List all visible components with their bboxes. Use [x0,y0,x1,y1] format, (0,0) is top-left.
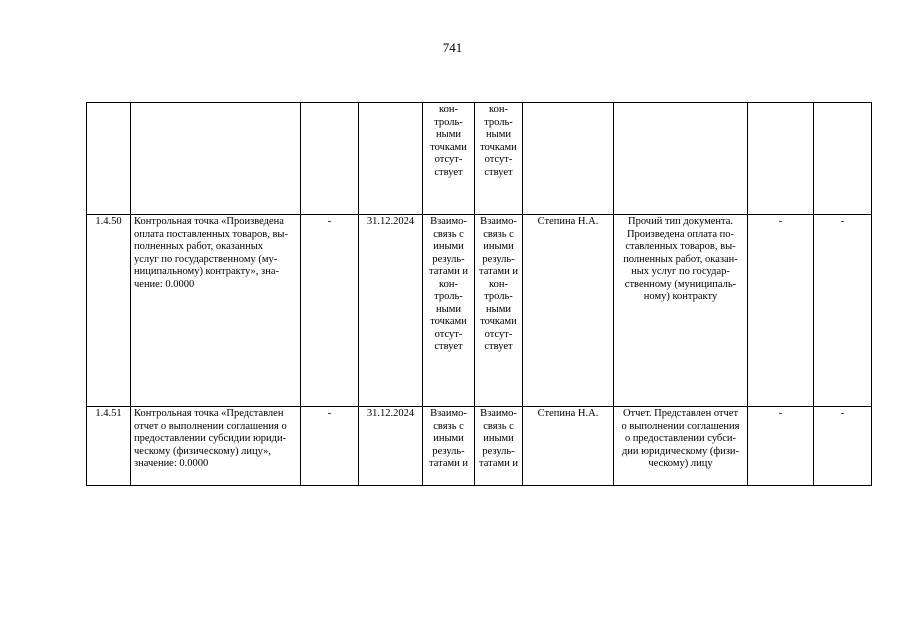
row-name [131,103,301,215]
row-start-date [301,103,359,215]
row-extra-1: - [748,407,814,486]
row-extra-1 [748,103,814,215]
page-number: 741 [442,40,463,55]
row-name: Контрольная точка «Произведена оплата поставленных товаров, вы- полненных работ, оказанных услуг по государственному (му- ниципальному) контракту», зна- чение: 0.0000 [131,215,301,407]
row-end-date: 31.12.2024 [359,407,423,486]
row-relation-next: Взаимо- связь с иными резуль- татами и кон- троль- ными точками отсут- ствует [475,215,523,407]
table-row [87,103,872,215]
row-responsible: Степина Н.А. [523,215,614,407]
row-start-date: - [301,407,359,486]
row-end-date: 31.12.2024 [359,215,423,407]
row-relation-previous: Взаимо- связь с иными резуль- татами и [423,407,475,486]
row-start-date: - [301,215,359,407]
row-relation-previous: кон- троль- ными точками отсут- ствует [423,103,475,215]
row-relation-next: Взаимо- связь с иными резуль- татами и [475,407,523,486]
plan-table [86,102,872,486]
row-document [614,103,748,215]
table-row [87,407,872,486]
row-number: 1.4.50 [87,215,131,407]
row-document: Прочий тип документа. Произведена оплата по- ставленных товаров, вы- полненных работ, оказан- ных услуг по государ- ственному (муниципаль- ному) контракту [614,215,748,407]
row-relation-previous: Взаимо- связь с иными резуль- татами и кон- троль- ными точками отсут- ствует [423,215,475,407]
row-extra-2 [814,103,872,215]
row-extra-2: - [814,407,872,486]
row-number [87,103,131,215]
row-extra-1: - [748,215,814,407]
row-responsible [523,103,614,215]
row-name: Контрольная точка «Представлен отчет о выполнении соглашения о предоставлении субсидии юриди- ческому (физическому) лицу», значение: 0.0000 [131,407,301,486]
row-number: 1.4.51 [87,407,131,486]
row-responsible: Степина Н.А. [523,407,614,486]
row-end-date [359,103,423,215]
row-relation-next: кон- троль- ными точками отсут- ствует [475,103,523,215]
row-document: Отчет. Представлен отчет о выполнении соглашения о предоставлении субси- дии юридическому (физи- ческому) лицу [614,407,748,486]
table-row [87,215,872,407]
row-extra-2: - [814,215,872,407]
